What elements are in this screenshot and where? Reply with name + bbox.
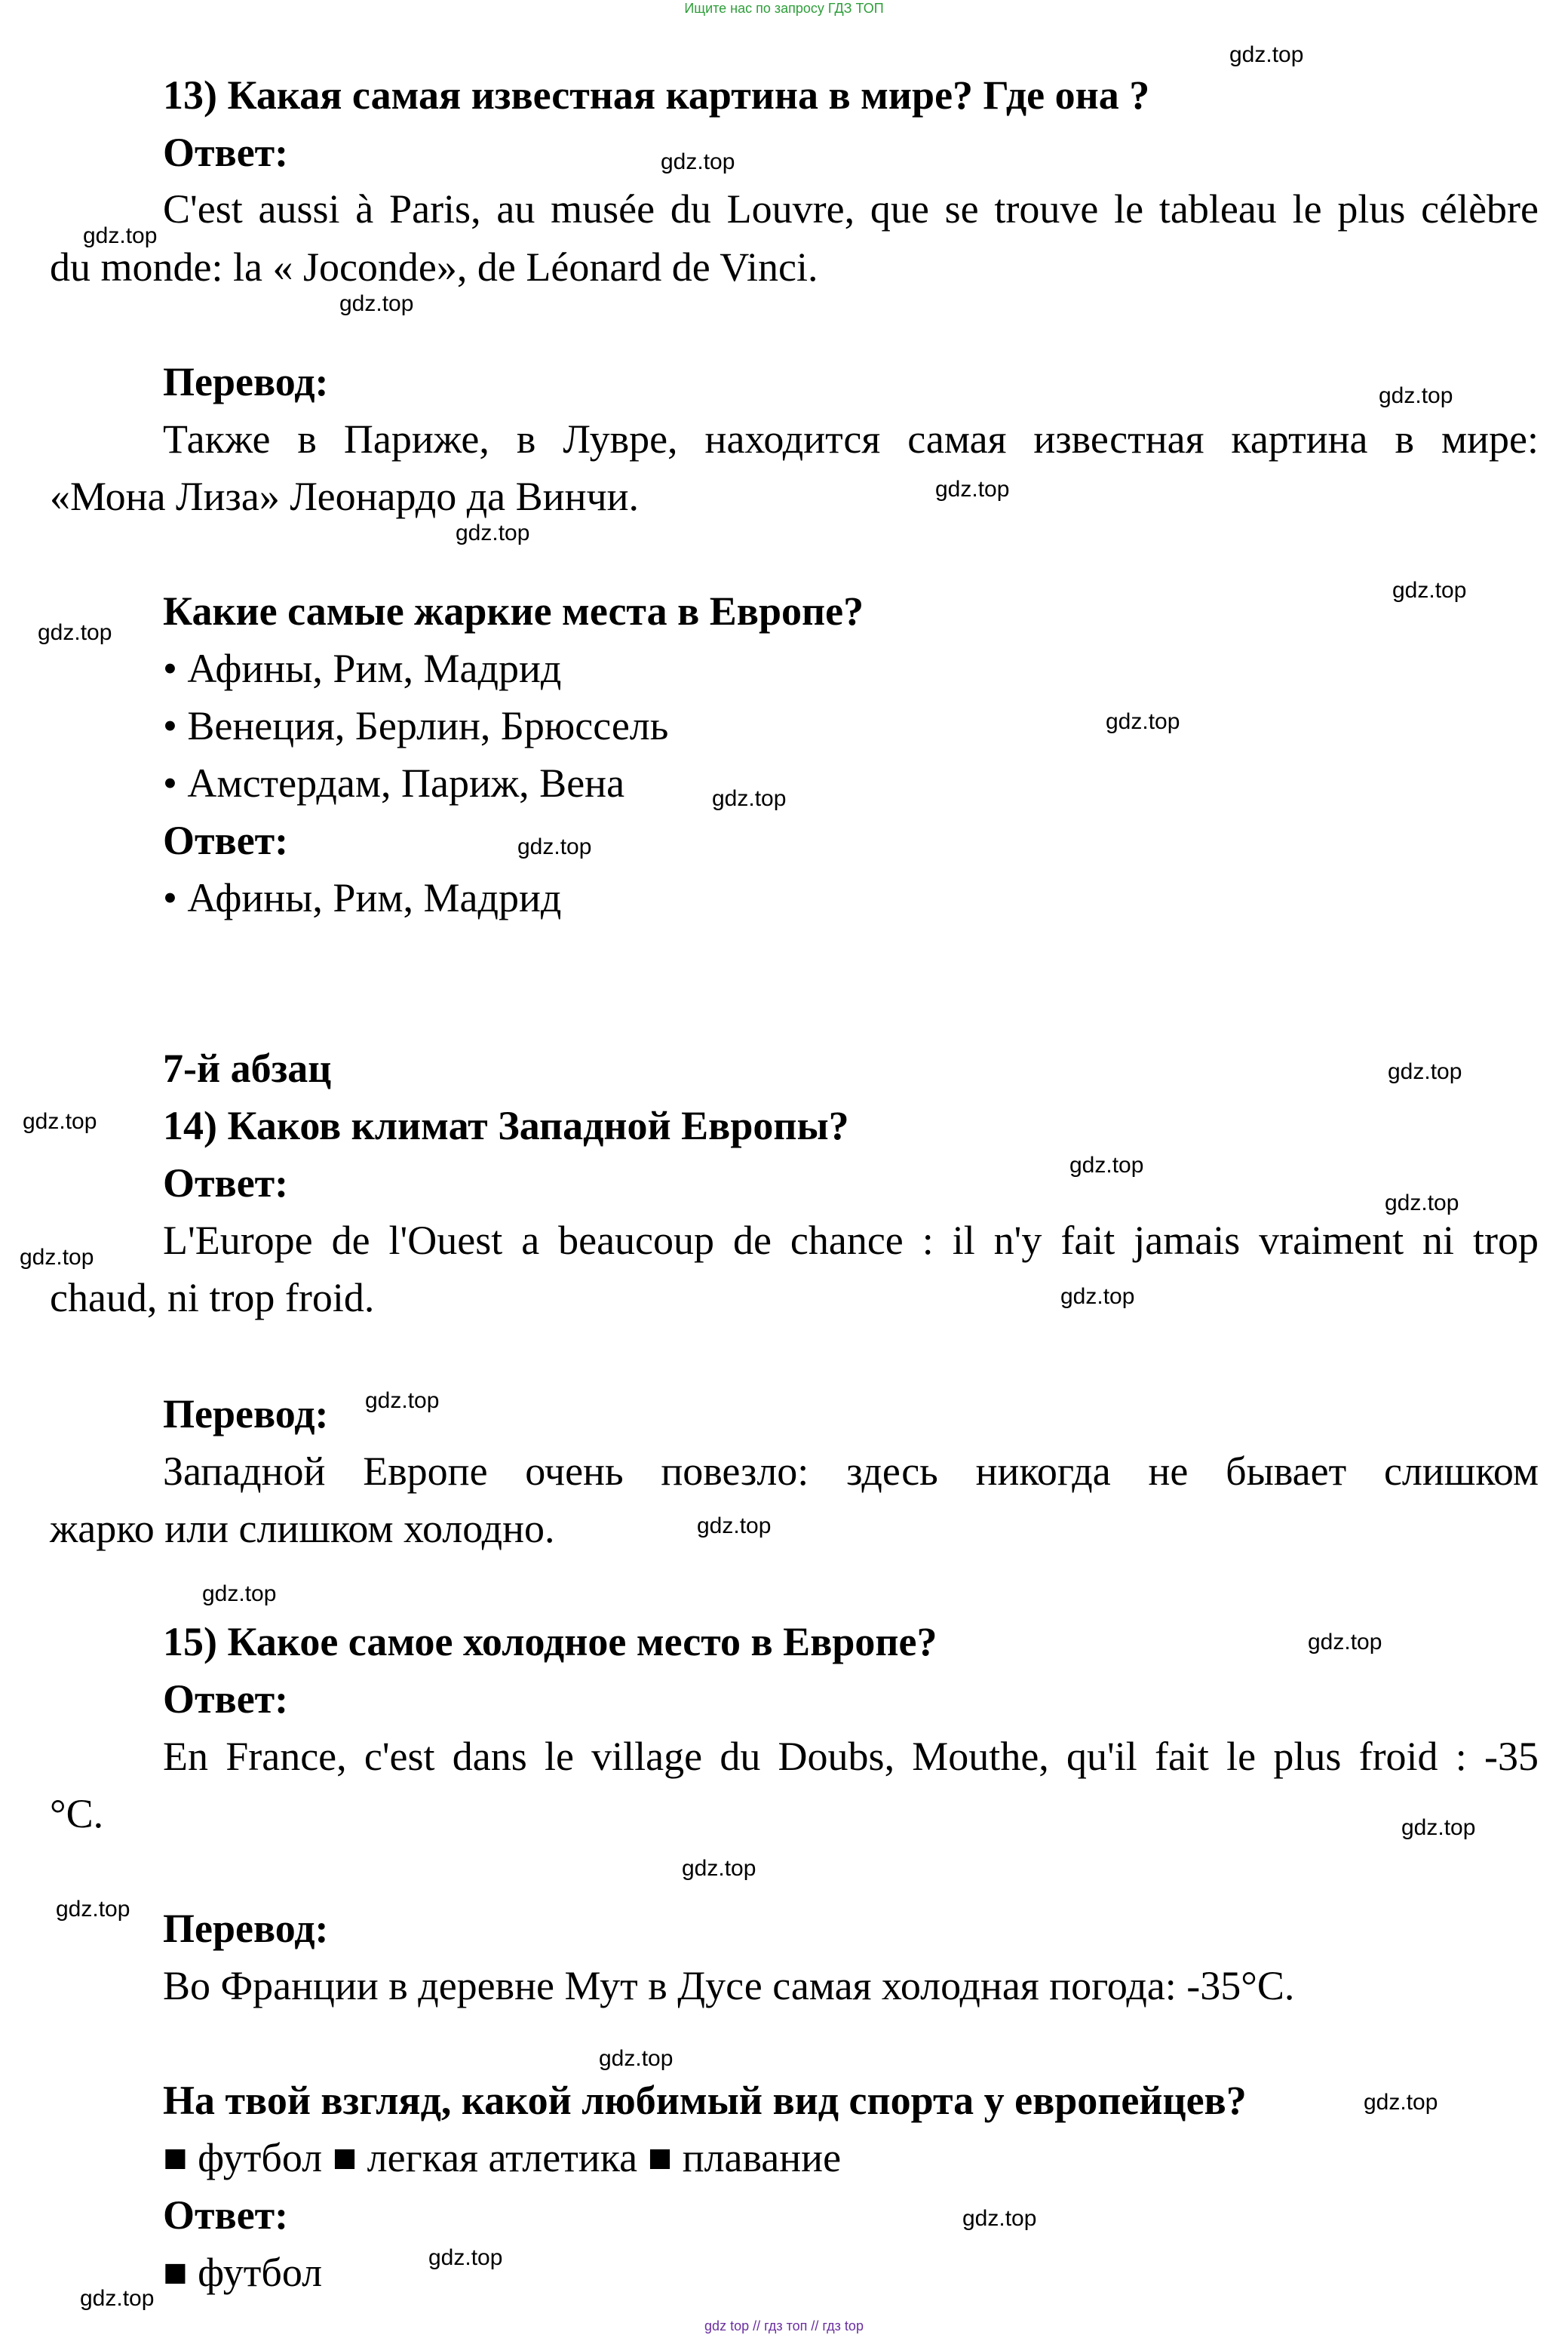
sport-options: ■ футбол ■ легкая атлетика ■ плавание xyxy=(163,2135,842,2180)
q14-answer-line-2: chaud, ni trop froid. xyxy=(50,1275,375,1320)
watermark: gdz.top xyxy=(935,477,1010,502)
watermark: gdz.top xyxy=(1069,1153,1144,1178)
watermark: gdz.top xyxy=(712,786,787,811)
q13-answer-label: Ответ: xyxy=(163,130,289,175)
header-banner: Ищите нас по запросу ГДЗ ТОП xyxy=(684,1,884,16)
hot-question: Какие самые жаркие места в Европе? xyxy=(163,588,864,634)
q13-translation-label: Перевод: xyxy=(163,359,329,404)
watermark: gdz.top xyxy=(1379,383,1453,408)
watermark: gdz.top xyxy=(428,2245,503,2270)
q13-answer-line-1: C'est aussi à Paris, au musée du Louvre, que se trouve le tableau le plus célèbre xyxy=(163,186,1539,232)
q14-question: 14) Каков климат Западной Европы? xyxy=(163,1103,849,1148)
watermark: gdz.top xyxy=(962,2206,1037,2231)
watermark: gdz.top xyxy=(661,149,735,174)
q13-translation-line-1: Также в Париже, в Лувре, находится самая известная картина в мире: xyxy=(163,416,1539,462)
q13-question: 13) Какая самая известная картина в мире? Где она ? xyxy=(163,72,1150,118)
watermark: gdz.top xyxy=(38,620,112,645)
watermark: gdz.top xyxy=(83,223,158,248)
q14-answer-label: Ответ: xyxy=(163,1160,289,1206)
watermark: gdz.top xyxy=(56,1897,130,1922)
watermark: gdz.top xyxy=(1401,1815,1476,1840)
watermark: gdz.top xyxy=(365,1388,440,1413)
sport-question: На твой взгляд, какой любимый вид спорта у европейцев? xyxy=(163,2078,1247,2123)
watermark: gdz.top xyxy=(697,1513,772,1538)
q15-question: 15) Какое самое холодное место в Европе? xyxy=(163,1619,937,1664)
q13-answer-line-2: du monde: la « Joconde», de Léonard de Vinci. xyxy=(50,244,818,290)
watermark: gdz.top xyxy=(1308,1630,1382,1654)
watermark: gdz.top xyxy=(1106,709,1180,734)
watermark: gdz.top xyxy=(1388,1059,1462,1084)
watermark: gdz.top xyxy=(456,521,530,545)
q13-translation-line-2: «Мона Лиза» Леонардо да Винчи. xyxy=(50,474,640,519)
watermark: gdz.top xyxy=(202,1581,277,1606)
watermark: gdz.top xyxy=(599,2046,674,2071)
sport-answer-label: Ответ: xyxy=(163,2192,289,2238)
watermark: gdz.top xyxy=(80,2286,155,2311)
sport-answer: ■ футбол xyxy=(163,2250,323,2295)
q15-answer-label: Ответ: xyxy=(163,1676,289,1722)
q15-answer-line-1: En France, c'est dans le village du Doubs, Mouthe, qu'il fait le plus froid : -35 xyxy=(163,1734,1539,1779)
watermark: gdz.top xyxy=(339,291,414,316)
watermark: gdz.top xyxy=(517,834,592,859)
watermark: gdz.top xyxy=(1229,42,1304,67)
hot-option-2: • Венеция, Берлин, Брюссель xyxy=(163,703,669,748)
q15-translation-line-1: Во Франции в деревне Мут в Дусе самая холодная погода: -35°C. xyxy=(163,1963,1295,2008)
hot-answer: • Афины, Рим, Мадрид xyxy=(163,875,562,920)
q14-translation-line-2: жарко или слишком холодно. xyxy=(50,1506,555,1551)
watermark: gdz.top xyxy=(682,1856,756,1881)
q14-translation-line-1: Западной Европе очень повезло: здесь никогда не бывает слишком xyxy=(163,1449,1539,1494)
watermark: gdz.top xyxy=(1385,1191,1459,1215)
q14-answer-line-1: L'Europe de l'Ouest a beaucoup de chance : il n'y fait jamais vraiment ni trop xyxy=(163,1218,1539,1263)
q15-answer-line-2: °C. xyxy=(50,1791,104,1836)
footer-banner: gdz top // гдз топ // гдз top xyxy=(704,2318,864,2333)
hot-option-3: • Амстердам, Париж, Вена xyxy=(163,760,625,806)
hot-answer-label: Ответ: xyxy=(163,818,289,863)
watermark: gdz.top xyxy=(1060,1284,1135,1309)
q14-translation-label: Перевод: xyxy=(163,1391,329,1436)
q15-translation-label: Перевод: xyxy=(163,1906,329,1951)
watermark: gdz.top xyxy=(23,1109,97,1134)
watermark: gdz.top xyxy=(1392,578,1467,603)
watermark: gdz.top xyxy=(1364,2090,1438,2115)
watermark: gdz.top xyxy=(20,1245,94,1270)
hot-option-1: • Афины, Рим, Мадрид xyxy=(163,646,562,691)
paragraph-7-heading: 7-й абзац xyxy=(163,1046,332,1091)
